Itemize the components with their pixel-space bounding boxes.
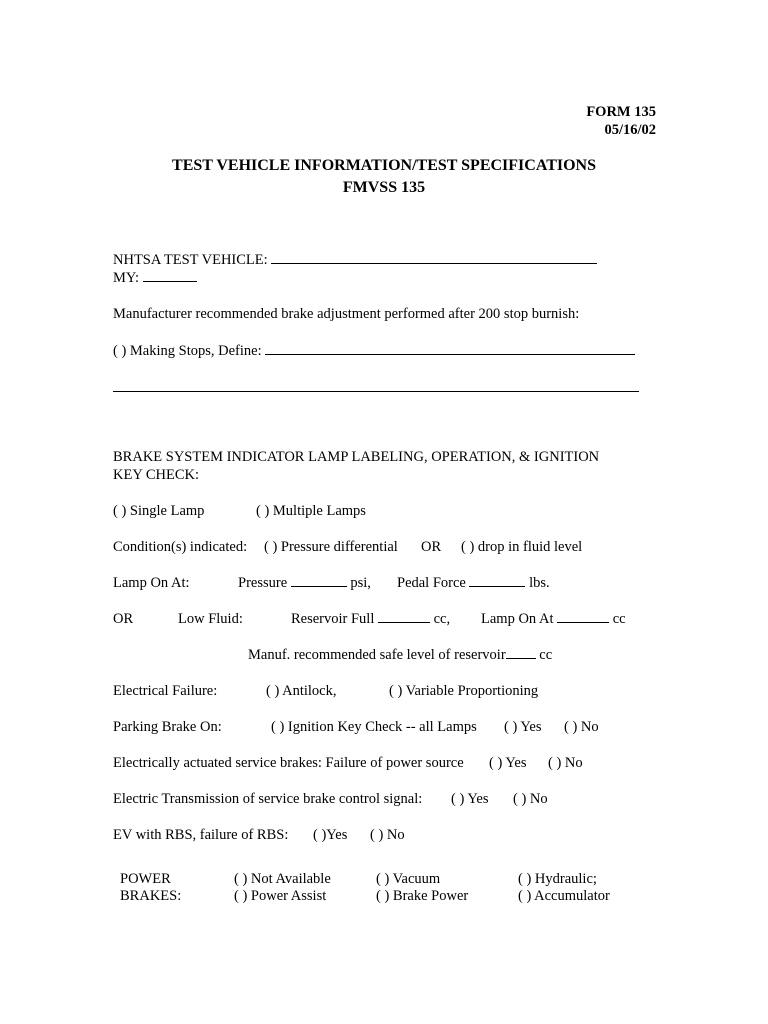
or-label: OR bbox=[421, 539, 442, 555]
lamp-on-at-cc-field[interactable] bbox=[557, 621, 609, 623]
safe-level-field[interactable] bbox=[506, 657, 536, 659]
cc-unit-1: cc, bbox=[433, 611, 451, 627]
fluid-drop-option[interactable]: ( ) drop in fluid level bbox=[461, 539, 583, 555]
power-source-yes-option[interactable]: ( ) Yes bbox=[489, 755, 527, 771]
define-continuation-field[interactable] bbox=[113, 390, 639, 392]
brake-power-option[interactable]: ( ) Brake Power bbox=[376, 888, 469, 904]
ev-rbs-label: EV with RBS, failure of RBS: bbox=[113, 827, 289, 843]
cc-unit-3: cc bbox=[539, 647, 553, 663]
test-vehicle-field[interactable] bbox=[271, 262, 597, 264]
pedal-force-label: Pedal Force bbox=[397, 575, 466, 591]
accumulator-option[interactable]: ( ) Accumulator bbox=[518, 888, 610, 904]
lamp-check-heading-2: KEY CHECK: bbox=[113, 467, 200, 483]
test-vehicle-label: NHTSA TEST VEHICLE: bbox=[113, 252, 268, 268]
not-available-option[interactable]: ( ) Not Available bbox=[234, 871, 331, 887]
lamp-on-at-label: Lamp On At: bbox=[113, 575, 190, 591]
single-lamp-option[interactable]: ( ) Single Lamp bbox=[113, 503, 205, 519]
my-row bbox=[113, 270, 197, 287]
power-assist-option[interactable]: ( ) Power Assist bbox=[234, 888, 327, 904]
antilock-option[interactable]: ( ) Antilock, bbox=[266, 683, 337, 699]
making-stops-label[interactable]: ( ) Making Stops, Define: bbox=[113, 343, 262, 359]
low-fluid-label: Low Fluid: bbox=[178, 611, 243, 627]
lamp-on-at-cc-row bbox=[481, 611, 626, 628]
page-subtitle: FMVSS 135 bbox=[342, 179, 426, 196]
form-number: FORM 135 bbox=[586, 104, 656, 120]
rbs-no-option[interactable]: ( ) No bbox=[370, 827, 405, 843]
rbs-yes-option[interactable]: ( )Yes bbox=[313, 827, 348, 843]
lamp-on-at-label-2: Lamp On At bbox=[481, 611, 554, 627]
pedal-force-row bbox=[397, 575, 550, 592]
vacuum-option[interactable]: ( ) Vacuum bbox=[376, 871, 441, 887]
adjustment-text: Manufacturer recommended brake adjustment performed after 200 stop burnish: bbox=[113, 306, 580, 322]
ignition-key-check-option[interactable]: ( ) Ignition Key Check -- all Lamps bbox=[271, 719, 477, 735]
control-signal-no-option[interactable]: ( ) No bbox=[513, 791, 548, 807]
my-label: MY: bbox=[113, 270, 140, 286]
power-brakes-label-2: BRAKES: bbox=[120, 888, 182, 904]
power-brakes-label-1: POWER bbox=[120, 871, 171, 887]
define-continuation-row bbox=[113, 380, 639, 397]
electrically-actuated-label: Electrically actuated service brakes: Failure of power source bbox=[113, 755, 464, 771]
lamp-check-heading-1: BRAKE SYSTEM INDICATOR LAMP LABELING, OPERATION, & IGNITION bbox=[113, 449, 600, 465]
ignition-yes-option[interactable]: ( ) Yes bbox=[504, 719, 542, 735]
cc-unit-2: cc bbox=[612, 611, 626, 627]
variable-proportioning-option[interactable]: ( ) Variable Proportioning bbox=[389, 683, 539, 699]
safe-level-row bbox=[248, 647, 552, 664]
my-field[interactable] bbox=[143, 280, 197, 282]
test-vehicle-row bbox=[113, 252, 597, 269]
reservoir-full-field[interactable] bbox=[378, 621, 430, 623]
pedal-force-field[interactable] bbox=[469, 585, 525, 587]
parking-brake-label: Parking Brake On: bbox=[113, 719, 222, 735]
power-source-no-option[interactable]: ( ) No bbox=[548, 755, 583, 771]
safe-level-label: Manuf. recommended safe level of reservoir bbox=[248, 647, 506, 663]
ignition-no-option[interactable]: ( ) No bbox=[564, 719, 599, 735]
page-title: TEST VEHICLE INFORMATION/TEST SPECIFICATIONS bbox=[172, 157, 596, 174]
pressure-field[interactable] bbox=[291, 585, 347, 587]
electric-transmission-label: Electric Transmission of service brake control signal: bbox=[113, 791, 423, 807]
multiple-lamps-option[interactable]: ( ) Multiple Lamps bbox=[256, 503, 366, 519]
reservoir-full-row bbox=[291, 611, 450, 628]
electrical-failure-label: Electrical Failure: bbox=[113, 683, 218, 699]
making-stops-field[interactable] bbox=[265, 353, 635, 355]
form-date: 05/16/02 bbox=[604, 122, 656, 138]
psi-unit: psi, bbox=[350, 575, 371, 591]
pressure-differential-option[interactable]: ( ) Pressure differential bbox=[264, 539, 398, 555]
control-signal-yes-option[interactable]: ( ) Yes bbox=[451, 791, 489, 807]
or-label-2: OR bbox=[113, 611, 134, 627]
lbs-unit: lbs. bbox=[529, 575, 550, 591]
pressure-row bbox=[238, 575, 371, 592]
pressure-label: Pressure bbox=[238, 575, 288, 591]
hydraulic-option[interactable]: ( ) Hydraulic; bbox=[518, 871, 597, 887]
conditions-label: Condition(s) indicated: bbox=[113, 539, 248, 555]
making-stops-row bbox=[113, 343, 635, 360]
reservoir-full-label: Reservoir Full bbox=[291, 611, 375, 627]
